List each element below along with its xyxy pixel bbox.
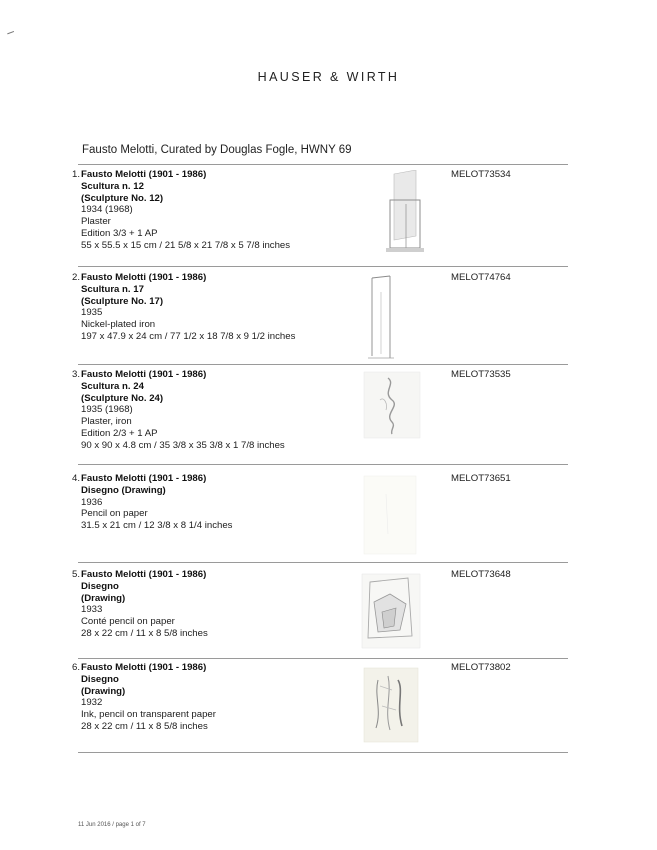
item-details <box>81 369 361 452</box>
item-date: 1934 (1968) <box>81 204 133 216</box>
item-dimensions: 28 x 22 cm / 11 x 8 5/8 inches <box>81 627 208 639</box>
item-subtitle: (Drawing) <box>81 592 126 604</box>
item-artist: Fausto Melotti (1901 - 1986) <box>81 369 207 380</box>
item-title: Scultura n. 24 <box>81 380 144 392</box>
sculpture-thumbnail <box>362 272 402 362</box>
item-dimensions: 31.5 x 21 cm / 12 3/8 x 8 1/4 inches <box>81 520 233 532</box>
drawing-thumbnail <box>360 572 422 650</box>
item-subtitle: (Sculpture No. 24) <box>81 392 164 404</box>
item-number: 4. <box>71 473 80 484</box>
divider <box>78 658 568 659</box>
scan-mark <box>7 31 16 39</box>
item-dimensions: 197 x 47.9 x 24 cm / 77 1/2 x 18 7/8 x 9 1/2 inches <box>81 330 296 342</box>
item-code: MELOT73651 <box>451 473 511 484</box>
page-footer: 11 Jun 2016 / page 1 of 7 <box>78 822 146 828</box>
item-details <box>81 662 361 733</box>
divider <box>78 464 568 465</box>
item-dimensions: 28 x 22 cm / 11 x 8 5/8 inches <box>81 720 208 732</box>
item-details <box>81 169 361 252</box>
sculpture-thumbnail <box>362 370 422 442</box>
item-artist: Fausto Melotti (1901 - 1986) <box>81 473 207 484</box>
drawing-thumbnail <box>362 474 418 556</box>
item-medium: Plaster, iron <box>81 416 132 428</box>
item-artist: Fausto Melotti (1901 - 1986) <box>81 662 207 673</box>
item-title: Scultura n. 17 <box>81 283 144 295</box>
item-title: Disegno (Drawing) <box>81 484 166 496</box>
item-number: 2. <box>71 272 80 283</box>
item-subtitle: (Sculpture No. 12) <box>81 192 164 204</box>
item-subtitle: (Sculpture No. 17) <box>81 295 164 307</box>
item-medium: Ink, pencil on transparent paper <box>81 709 216 721</box>
divider <box>78 266 568 267</box>
divider <box>78 164 568 165</box>
item-title: Disegno <box>81 580 119 592</box>
item-title: Disegno <box>81 673 119 685</box>
item-medium: Pencil on paper <box>81 508 148 520</box>
item-medium: Nickel-plated iron <box>81 319 156 331</box>
item-edition: Edition 2/3 + 1 AP <box>81 427 158 439</box>
item-code: MELOT74764 <box>451 272 511 283</box>
item-date: 1933 <box>81 604 103 616</box>
divider <box>78 364 568 365</box>
item-code: MELOT73648 <box>451 569 511 580</box>
item-dimensions: 55 x 55.5 x 15 cm / 21 5/8 x 21 7/8 x 5 7/8 inches <box>81 239 291 251</box>
drawing-thumbnail <box>362 666 420 744</box>
item-medium: Conté pencil on paper <box>81 616 175 628</box>
item-number: 5. <box>71 569 80 580</box>
item-artist: Fausto Melotti (1901 - 1986) <box>81 272 207 283</box>
item-date: 1936 <box>81 496 103 508</box>
gallery-brand: HAUSER & WIRTH <box>257 70 400 84</box>
sculpture-thumbnail <box>380 170 436 258</box>
item-dimensions: 90 x 90 x 4.8 cm / 35 3/8 x 35 3/8 x 1 7/8 inches <box>81 439 285 451</box>
item-details <box>81 272 361 343</box>
item-date: 1935 <box>81 307 103 319</box>
item-number: 3. <box>71 369 80 380</box>
item-code: MELOT73534 <box>451 169 511 180</box>
item-artist: Fausto Melotti (1901 - 1986) <box>81 569 207 580</box>
item-date: 1935 (1968) <box>81 404 133 416</box>
item-details <box>81 473 361 532</box>
item-number: 6. <box>71 662 80 673</box>
item-medium: Plaster <box>81 216 111 228</box>
divider <box>78 562 568 563</box>
divider <box>78 752 568 753</box>
item-edition: Edition 3/3 + 1 AP <box>81 227 158 239</box>
item-number: 1. <box>71 169 80 180</box>
item-title: Scultura n. 12 <box>81 180 144 192</box>
item-code: MELOT73802 <box>451 662 511 673</box>
item-date: 1932 <box>81 697 103 709</box>
item-details <box>81 569 361 640</box>
item-code: MELOT73535 <box>451 369 511 380</box>
item-subtitle: (Drawing) <box>81 685 126 697</box>
document-title: Fausto Melotti, Curated by Douglas Fogle, HWNY 69 <box>82 144 352 156</box>
item-artist: Fausto Melotti (1901 - 1986) <box>81 169 207 180</box>
